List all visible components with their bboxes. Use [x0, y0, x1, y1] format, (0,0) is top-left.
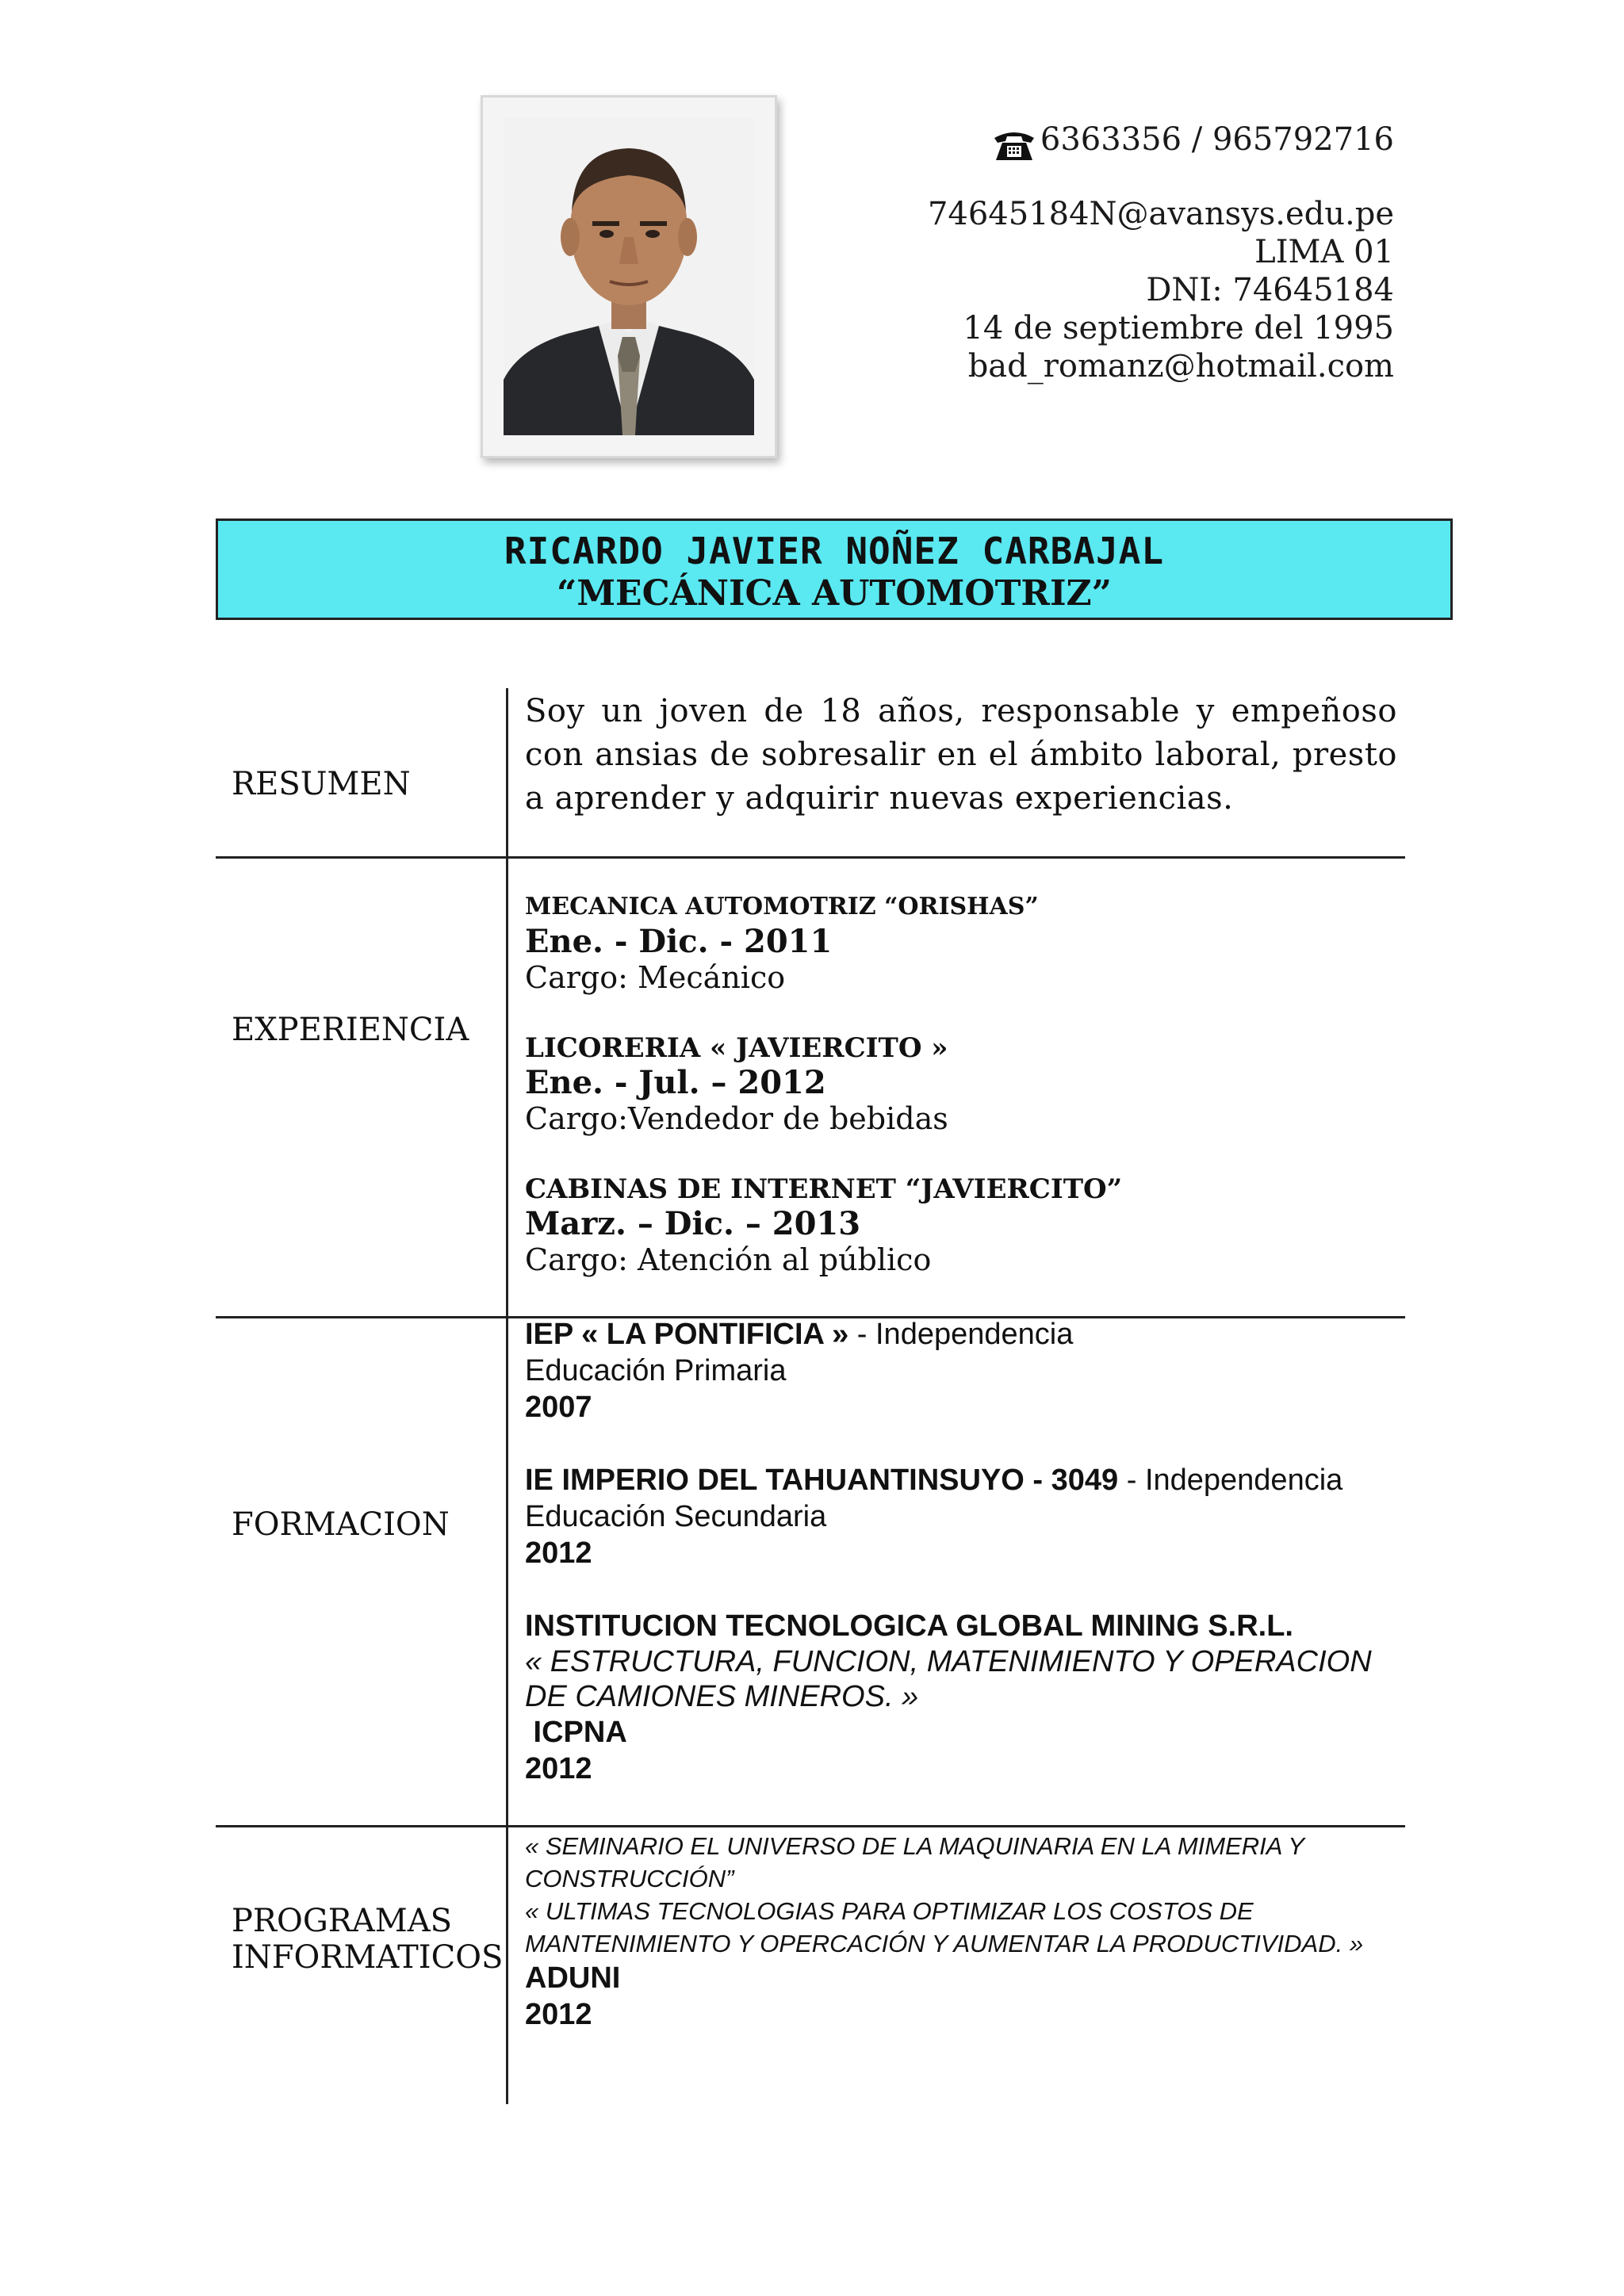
divider-formacion — [216, 1825, 1405, 1827]
education-list — [525, 1316, 1397, 1787]
experience-company: LICORERIA « JAVIERCITO » — [525, 1032, 948, 1064]
city: LIMA 01 — [1254, 234, 1394, 270]
education-item — [525, 1316, 1397, 1425]
section-label-resumen: RESUMEN — [232, 766, 411, 802]
section-label-experiencia: EXPERIENCIA — [232, 1012, 469, 1048]
section-label-formacion: FORMACION — [232, 1506, 450, 1543]
vertical-divider — [506, 688, 508, 2104]
experience-dates: Ene. - Dic. - 2011 — [525, 923, 833, 960]
education-school: IEP « LA PONTIFICIA » — [525, 1318, 849, 1351]
institutional-email[interactable]: 74645184N@avansys.edu.pe — [927, 196, 1394, 232]
education-level: Educación Primaria — [525, 1354, 787, 1387]
education-school: IE IMPERIO DEL TAHUANTINSUYO - 3049 — [525, 1464, 1119, 1497]
education-year: 2012 — [525, 1536, 592, 1570]
title-box — [216, 519, 1453, 620]
experience-role: Cargo: Atención al público — [525, 1242, 932, 1277]
experience-company: MECANICA AUTOMOTRIZ “ORISHAS” — [525, 893, 1039, 920]
programs-org: ADUNI — [525, 1961, 621, 1995]
experience-dates: Marz. – Dic. – 2013 — [525, 1205, 861, 1242]
experience-item — [525, 1031, 1397, 1137]
phone-row — [839, 121, 1394, 159]
course-title: « ESTRUCTURA, FUNCION, MATENIMIENTO Y OPERACION DE CAMIONES MINEROS. » — [525, 1645, 1372, 1713]
portrait-image — [504, 118, 754, 435]
birthdate: 14 de septiembre del 1995 — [963, 310, 1394, 346]
education-location: - Independencia — [848, 1318, 1074, 1351]
phone-number: 6363356 / 965792716 — [1040, 121, 1394, 158]
education-year: 2007 — [525, 1391, 592, 1424]
experience-role: Cargo:Vendedor de bebidas — [525, 1101, 948, 1136]
dni: DNI: 74645184 — [1146, 272, 1394, 308]
personal-email[interactable]: bad_romanz@hotmail.com — [967, 348, 1394, 385]
profession-title: “MECÁNICA AUTOMOTRIZ” — [557, 573, 1112, 614]
experience-item — [525, 1172, 1397, 1278]
education-item — [525, 1462, 1397, 1571]
experience-company: CABINAS DE INTERNET “JAVIERCITO” — [525, 1173, 1123, 1205]
seminar-1: « SEMINARIO EL UNIVERSO DE LA MAQUINARIA EN LA MIMERIA Y CONSTRUCCIÓN” — [525, 1832, 1304, 1892]
contact-block — [839, 121, 1394, 385]
course-year: 2012 — [525, 1752, 592, 1785]
experience-role: Cargo: Mecánico — [525, 960, 786, 995]
seminar-2: « ULTIMAS TECNOLOGIAS PARA OPTIMIZAR LOS COSTOS DE MANTENIMIENTO Y OPERCACIÓN Y AUMENTAR LA PRODUCTIVIDAD. » — [525, 1897, 1364, 1957]
education-level: Educación Secundaria — [525, 1500, 827, 1533]
profile-photo — [481, 95, 777, 458]
summary-text: Soy un joven de 18 años, responsable y empeñoso con ansias de sobresalir en el ámbito laboral, presto a aprender y adquirir nuevas experiencias. — [525, 693, 1397, 817]
full-name: RICARDO JAVIER NOÑEZ CARBAJAL — [504, 530, 1165, 572]
divider-resumen — [216, 856, 1405, 859]
education-location: - Independencia — [1118, 1464, 1343, 1497]
section-label-line: PROGRAMAS — [232, 1903, 453, 1939]
experience-item — [525, 890, 1397, 996]
section-label-programas — [232, 1903, 503, 1976]
programs-year: 2012 — [525, 1998, 592, 2031]
experience-list — [525, 890, 1397, 1313]
experience-dates: Ene. - Jul. – 2012 — [525, 1064, 826, 1101]
course-item — [525, 1608, 1397, 1787]
course-org: ICPNA — [525, 1716, 627, 1749]
section-label-line: INFORMATICOS — [232, 1939, 504, 1976]
telephone-icon — [991, 127, 1037, 162]
programs-list — [525, 1830, 1397, 2033]
course-institution: INSTITUCION TECNOLOGICA GLOBAL MINING S.R.L. — [525, 1609, 1293, 1643]
